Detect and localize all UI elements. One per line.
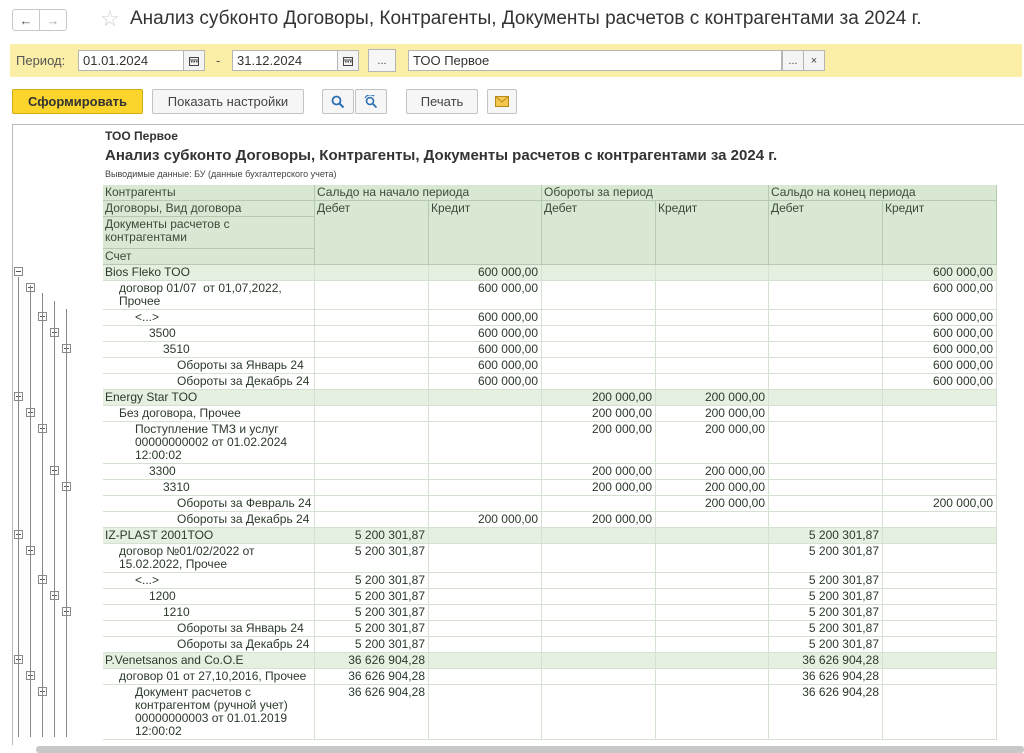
report-cell[interactable] — [429, 653, 542, 669]
report-cell[interactable] — [883, 406, 997, 422]
report-cell[interactable]: 5 200 301,87 — [769, 544, 883, 573]
report-cell[interactable]: 200 000,00 — [542, 512, 656, 528]
report-cell[interactable] — [769, 342, 883, 358]
report-row-label[interactable]: Документ расчетов с контрагентом (ручной учет) 00000000003 от 01.01.2019 12:00:02 — [103, 685, 315, 740]
title-bar — [0, 0, 1024, 40]
report-cell[interactable]: 200 000,00 — [542, 406, 656, 422]
report-cell[interactable] — [769, 480, 883, 496]
back-arrow-icon[interactable]: ← — [12, 9, 40, 31]
report-cell[interactable] — [429, 544, 542, 573]
report-cell[interactable] — [883, 544, 997, 573]
header-debit: Дебет — [315, 201, 429, 265]
report-cell[interactable] — [656, 342, 769, 358]
report-cell[interactable] — [769, 281, 883, 310]
report-cell[interactable]: 200 000,00 — [656, 422, 769, 464]
report-cell[interactable]: 200 000,00 — [656, 406, 769, 422]
report-cell[interactable] — [542, 669, 656, 685]
report-cell[interactable] — [542, 265, 656, 281]
report-cell[interactable]: 600 000,00 — [429, 281, 542, 310]
report-cell[interactable] — [769, 265, 883, 281]
report-cell[interactable] — [315, 358, 429, 374]
organization-select-button[interactable]: ... — [782, 50, 804, 71]
report-cell[interactable]: 5 200 301,87 — [315, 573, 429, 589]
report-cell[interactable]: 600 000,00 — [429, 358, 542, 374]
report-cell[interactable]: 600 000,00 — [429, 310, 542, 326]
report-cell[interactable]: 5 200 301,87 — [769, 637, 883, 653]
report-cell[interactable] — [769, 422, 883, 464]
report-cell[interactable]: 600 000,00 — [883, 265, 997, 281]
show-settings-button[interactable]: Показать настройки — [152, 89, 304, 114]
report-cell[interactable]: 200 000,00 — [656, 390, 769, 406]
report-cell[interactable] — [542, 310, 656, 326]
report-cell[interactable] — [656, 358, 769, 374]
report-cell[interactable]: 5 200 301,87 — [315, 621, 429, 637]
report-cell[interactable]: 200 000,00 — [656, 496, 769, 512]
report-cell[interactable] — [542, 685, 656, 740]
email-icon[interactable] — [487, 89, 517, 114]
header-credit: Кредит — [429, 201, 542, 265]
report-row-label[interactable]: 3300 — [103, 464, 315, 480]
report-cell[interactable] — [656, 637, 769, 653]
report-cell[interactable] — [769, 326, 883, 342]
report-cell[interactable] — [315, 406, 429, 422]
report-title: Анализ субконто Договоры, Контрагенты, Документы расчетов с контрагентами за 2024 г. — [105, 147, 778, 164]
report-row-label[interactable]: 3510 — [103, 342, 315, 358]
report-area[interactable] — [12, 124, 1024, 745]
report-cell[interactable]: 5 200 301,87 — [769, 621, 883, 637]
header-credit: Кредит — [883, 201, 997, 265]
report-cell[interactable] — [542, 326, 656, 342]
report-row-label[interactable]: Обороты за Февраль 24 — [103, 496, 315, 512]
report-cell[interactable] — [656, 589, 769, 605]
search-icon[interactable] — [322, 89, 354, 114]
counterparty-row-label[interactable]: Bios Fleko TOO — [103, 265, 315, 281]
report-cell[interactable] — [656, 265, 769, 281]
period-from-input[interactable]: 01.01.2024 — [78, 50, 184, 71]
report-cell[interactable] — [429, 528, 542, 544]
report-cell[interactable] — [429, 669, 542, 685]
report-cell[interactable] — [883, 528, 997, 544]
report-cell[interactable]: 200 000,00 — [656, 480, 769, 496]
counterparty-row-label[interactable]: IZ-PLAST 2001TOO — [103, 528, 315, 544]
period-label: Период: — [16, 53, 66, 68]
report-row-label[interactable]: 3310 — [103, 480, 315, 496]
report-cell[interactable] — [315, 480, 429, 496]
header-debit: Дебет — [542, 201, 656, 265]
report-cell[interactable] — [315, 281, 429, 310]
header-account: Счет — [103, 249, 315, 265]
report-cell[interactable] — [656, 653, 769, 669]
report-cell[interactable] — [883, 605, 997, 621]
report-cell[interactable]: 36 626 904,28 — [769, 653, 883, 669]
report-cell[interactable] — [429, 422, 542, 464]
header-documents: Документы расчетов с контрагентами — [103, 217, 315, 249]
header-credit: Кредит — [656, 201, 769, 265]
report-cell[interactable]: 5 200 301,87 — [315, 605, 429, 621]
report-row-label[interactable]: договор 01/07 от 01,07,2022, Прочее — [103, 281, 315, 310]
report-cell[interactable] — [542, 589, 656, 605]
report-cell[interactable] — [429, 464, 542, 480]
report-row-label[interactable]: Обороты за Декабрь 24 — [103, 512, 315, 528]
report-organization: ТОО Первое — [105, 129, 178, 143]
report-row-label[interactable]: Без договора, Прочее — [103, 406, 315, 422]
report-cell[interactable]: 200 000,00 — [656, 464, 769, 480]
report-cell[interactable] — [883, 573, 997, 589]
report-cell[interactable] — [315, 464, 429, 480]
report-cell[interactable] — [656, 669, 769, 685]
report-cell[interactable] — [429, 605, 542, 621]
report-cell[interactable] — [656, 281, 769, 310]
report-cell[interactable] — [542, 653, 656, 669]
report-row-label[interactable]: <...> — [103, 573, 315, 589]
report-cell[interactable] — [656, 310, 769, 326]
report-cell[interactable] — [883, 653, 997, 669]
report-cell[interactable]: 5 200 301,87 — [769, 589, 883, 605]
report-cell[interactable] — [883, 464, 997, 480]
report-row-label[interactable]: 1200 — [103, 589, 315, 605]
report-cell[interactable] — [883, 685, 997, 740]
report-row-label[interactable]: Обороты за Декабрь 24 — [103, 637, 315, 653]
report-cell[interactable] — [315, 496, 429, 512]
print-button[interactable]: Печать — [406, 89, 478, 114]
report-cell[interactable] — [769, 464, 883, 480]
report-cell[interactable]: 600 000,00 — [429, 265, 542, 281]
report-cell[interactable]: 600 000,00 — [883, 374, 997, 390]
report-row-label[interactable]: Обороты за Декабрь 24 — [103, 374, 315, 390]
report-cell[interactable] — [656, 685, 769, 740]
report-cell[interactable] — [429, 621, 542, 637]
report-cell[interactable]: 200 000,00 — [429, 512, 542, 528]
report-cell[interactable]: 600 000,00 — [883, 326, 997, 342]
report-cell[interactable]: 36 626 904,28 — [315, 669, 429, 685]
search-next-icon[interactable] — [355, 89, 387, 114]
report-cell[interactable]: 5 200 301,87 — [769, 528, 883, 544]
report-row-label[interactable]: 3500 — [103, 326, 315, 342]
report-cell[interactable] — [315, 422, 429, 464]
report-cell[interactable]: 36 626 904,28 — [315, 685, 429, 740]
tree-guide-line — [66, 309, 67, 737]
report-cell[interactable] — [769, 406, 883, 422]
collapse-group-icon[interactable] — [14, 267, 23, 276]
report-row-label[interactable]: Поступление ТМЗ и услуг 00000000002 от 01.02.2024 12:00:02 — [103, 422, 315, 464]
period-to-input[interactable]: 31.12.2024 — [232, 50, 338, 71]
report-cell[interactable] — [769, 512, 883, 528]
report-cell[interactable] — [656, 326, 769, 342]
report-row-label[interactable]: 1210 — [103, 605, 315, 621]
favorite-star-icon[interactable]: ☆ — [100, 6, 120, 31]
report-cell[interactable] — [656, 544, 769, 573]
report-cell[interactable] — [883, 637, 997, 653]
report-cell[interactable]: 600 000,00 — [429, 326, 542, 342]
report-cell[interactable] — [656, 374, 769, 390]
report-cell[interactable]: 5 200 301,87 — [315, 637, 429, 653]
report-cell[interactable]: 600 000,00 — [883, 281, 997, 310]
report-cell[interactable] — [656, 528, 769, 544]
tree-guide-line — [30, 285, 31, 737]
report-cell[interactable]: 600 000,00 — [883, 342, 997, 358]
report-cell[interactable] — [429, 573, 542, 589]
report-cell[interactable]: 200 000,00 — [542, 422, 656, 464]
report-cell[interactable] — [542, 281, 656, 310]
report-cell[interactable] — [429, 406, 542, 422]
report-cell[interactable] — [769, 374, 883, 390]
generate-button[interactable]: Сформировать — [12, 89, 143, 114]
counterparty-row-label[interactable]: P.Venetsanos and Co.O.E — [103, 653, 315, 669]
clear-icon[interactable]: × — [803, 50, 825, 71]
report-cell[interactable] — [429, 480, 542, 496]
report-cell[interactable] — [769, 390, 883, 406]
report-cell[interactable] — [656, 605, 769, 621]
report-row-label[interactable]: Обороты за Январь 24 — [103, 621, 315, 637]
report-cell[interactable]: 36 626 904,28 — [769, 669, 883, 685]
report-cell[interactable] — [542, 374, 656, 390]
tree-guide-line — [42, 293, 43, 737]
report-cell[interactable] — [429, 637, 542, 653]
report-cell[interactable] — [883, 669, 997, 685]
report-cell[interactable] — [883, 512, 997, 528]
report-cell[interactable] — [542, 342, 656, 358]
header-turnover: Обороты за период — [542, 185, 769, 201]
report-row-label[interactable]: <...> — [103, 310, 315, 326]
period-dash: - — [216, 53, 221, 68]
header-saldo-end: Сальдо на конец периода — [769, 185, 997, 201]
report-cell[interactable] — [883, 621, 997, 637]
window-title: Анализ субконто Договоры, Контрагенты, Документы расчетов с контрагентами за 2024 г. — [130, 8, 922, 29]
report-cell[interactable] — [883, 480, 997, 496]
report-cell[interactable]: 200 000,00 — [542, 480, 656, 496]
report-cell[interactable]: 200 000,00 — [883, 496, 997, 512]
forward-arrow-icon[interactable]: → — [39, 9, 67, 31]
tree-guide-line — [54, 301, 55, 737]
counterparty-row-label[interactable]: Energy Star TOO — [103, 390, 315, 406]
report-cell[interactable] — [883, 422, 997, 464]
report-cell[interactable]: 5 200 301,87 — [315, 589, 429, 605]
tree-guide-line — [18, 277, 19, 737]
report-cell[interactable] — [542, 573, 656, 589]
report-cell[interactable]: 5 200 301,87 — [315, 528, 429, 544]
organization-input[interactable]: ТОО Первое — [408, 50, 782, 71]
report-cell[interactable]: 200 000,00 — [542, 390, 656, 406]
report-cell[interactable] — [315, 310, 429, 326]
report-cell[interactable] — [542, 358, 656, 374]
report-row-label[interactable]: договор №01/02/2022 от 15.02.2022, Прочее — [103, 544, 315, 573]
report-cell[interactable] — [315, 342, 429, 358]
report-cell[interactable] — [883, 589, 997, 605]
period-bar — [10, 44, 1022, 77]
report-cell[interactable]: 600 000,00 — [429, 374, 542, 390]
report-cell[interactable] — [429, 589, 542, 605]
report-cell[interactable]: 5 200 301,87 — [769, 605, 883, 621]
report-cell[interactable]: 600 000,00 — [429, 342, 542, 358]
report-cell[interactable] — [769, 496, 883, 512]
header-counterparties: Контрагенты — [103, 185, 315, 201]
header-saldo-start: Сальдо на начало периода — [315, 185, 542, 201]
report-cell[interactable] — [769, 310, 883, 326]
horizontal-scrollbar[interactable] — [36, 746, 1024, 753]
report-cell[interactable] — [656, 573, 769, 589]
header-contracts: Договоры, Вид договора — [103, 201, 315, 217]
report-cell[interactable] — [315, 390, 429, 406]
report-cell[interactable] — [429, 685, 542, 740]
report-row-label[interactable]: договор 01 от 27,10,2016, Прочее — [103, 669, 315, 685]
report-cell[interactable] — [769, 358, 883, 374]
report-cell[interactable] — [542, 621, 656, 637]
report-cell[interactable]: 5 200 301,87 — [769, 573, 883, 589]
report-cell[interactable]: 36 626 904,28 — [769, 685, 883, 740]
report-cell[interactable] — [315, 512, 429, 528]
report-cell[interactable]: 600 000,00 — [883, 358, 997, 374]
calendar-icon[interactable] — [337, 50, 359, 71]
report-cell[interactable] — [315, 326, 429, 342]
report-cell[interactable]: 36 626 904,28 — [315, 653, 429, 669]
report-cell[interactable]: 600 000,00 — [883, 310, 997, 326]
report-cell[interactable]: 200 000,00 — [542, 464, 656, 480]
report-cell[interactable] — [429, 496, 542, 512]
report-cell[interactable] — [542, 544, 656, 573]
calendar-icon[interactable] — [183, 50, 205, 71]
grouping-tree — [13, 265, 103, 745]
report-cell[interactable]: 5 200 301,87 — [315, 544, 429, 573]
report-cell[interactable] — [656, 621, 769, 637]
report-output-data: Выводимые данные: БУ (данные бухгалтерского учета) — [105, 169, 337, 179]
report-row-label[interactable]: Обороты за Январь 24 — [103, 358, 315, 374]
report-cell[interactable] — [883, 390, 997, 406]
report-cell[interactable] — [315, 265, 429, 281]
header-debit: Дебет — [769, 201, 883, 265]
report-cell[interactable] — [542, 528, 656, 544]
period-select-button[interactable]: ... — [368, 49, 396, 72]
report-cell[interactable] — [542, 637, 656, 653]
report-cell[interactable] — [315, 374, 429, 390]
report-cell[interactable] — [429, 390, 542, 406]
report-cell[interactable] — [542, 496, 656, 512]
report-cell[interactable] — [656, 512, 769, 528]
report-cell[interactable] — [542, 605, 656, 621]
